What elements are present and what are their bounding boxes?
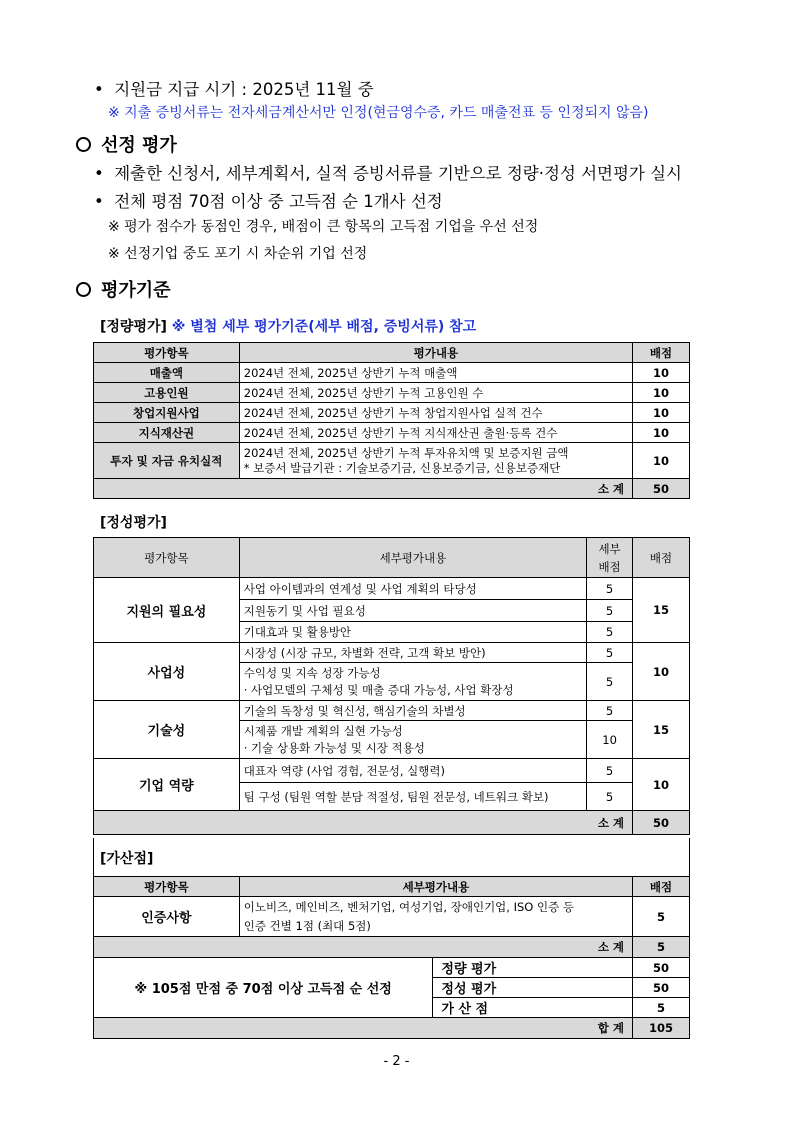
category-cell: 사업성 [94, 643, 240, 701]
header-cell: 평가내용 [239, 343, 632, 363]
content-cell [239, 663, 586, 701]
content-cell [239, 443, 632, 479]
score-cell: 5 [633, 897, 690, 937]
table-header-row [94, 877, 690, 897]
summary-value: 50 [633, 978, 690, 998]
table-row [94, 643, 690, 663]
category-cell: 기술성 [94, 701, 240, 759]
selection-bullet-text: 제출한 신청서, 세부계획서, 실적 증빙서류를 기반으로 정량·정성 서면평가 실시 [114, 164, 682, 183]
table-row [94, 701, 690, 721]
subtotal-label: 소 계 [94, 937, 633, 958]
content-cell [239, 721, 586, 759]
score-cell: 10 [633, 423, 690, 443]
item-cell: 창업지원사업 [94, 403, 240, 423]
quant-table [93, 342, 690, 499]
table-header-row [94, 538, 690, 578]
subtotal-value: 50 [633, 811, 690, 835]
total-row [94, 1018, 690, 1039]
bullet-item [94, 188, 443, 212]
content-cell [239, 897, 632, 937]
bonus-label-frame [93, 838, 690, 876]
summary-value: 50 [633, 958, 690, 978]
bullet-dot: • [94, 80, 104, 99]
header-cell: 배점 [633, 877, 690, 897]
content-cell: 대표자 역량 (사업 경험, 전문성, 실행력) [239, 759, 586, 783]
item-cell: 고용인원 [94, 383, 240, 403]
sub-score-cell: 5 [587, 783, 633, 811]
sub-score-cell: 5 [587, 643, 633, 663]
content-cell: 기술의 독창성 및 혁신성, 핵심기술의 차별성 [239, 701, 586, 721]
content-cell: 지원동기 및 사업 필요성 [239, 600, 586, 622]
subtotal-label: 소 계 [94, 479, 633, 499]
sub-score-cell: 5 [587, 701, 633, 721]
sub-score-cell: 5 [587, 600, 633, 622]
table-row [94, 363, 690, 383]
tie-note: ※ 평가 점수가 동점인 경우, 배점이 큰 항목의 고득점 기업을 우선 선정 [108, 219, 539, 235]
summary-value: 5 [633, 998, 690, 1018]
content-cell: 사업 아이템과의 연계성 및 사업 계획의 타당성 [239, 578, 586, 600]
sub-score-cell: 5 [587, 578, 633, 600]
content-cell: 2024년 전체, 2025년 상반기 누적 창업지원사업 실적 건수 [239, 403, 632, 423]
header-cell: 배점 [633, 538, 690, 578]
score-cell: 15 [633, 701, 690, 759]
item-cell: 지식재산권 [94, 423, 240, 443]
content-cell: 2024년 전체, 2025년 상반기 누적 지식재산권 출원·등록 건수 [239, 423, 632, 443]
circle-bullet-icon [76, 282, 91, 297]
category-cell: 기업 역량 [94, 759, 240, 811]
sub-score-cell: 5 [587, 622, 633, 643]
content-cell: 시장성 (시장 규모, 차별화 전략, 고객 확보 방안) [239, 643, 586, 663]
summary-label: 정량 평가 [433, 958, 633, 978]
content-line: 이노비즈, 메인비즈, 벤처기업, 여성기업, 장애인기업, ISO 인증 등 [243, 899, 574, 914]
table-row [94, 443, 690, 479]
score-cell: 10 [633, 759, 690, 811]
sub-score-cell: 5 [587, 759, 633, 783]
sub-score-cell: 10 [587, 721, 633, 759]
payment-timing-text: 지원금 지급 시기 : 2025년 11월 중 [114, 80, 374, 99]
subtotal-label: 소 계 [94, 811, 633, 835]
quant-reference-note: ※ 별첨 세부 평가기준(세부 배점, 증빙서류) 참고 [171, 319, 477, 335]
page-number: - 2 - [383, 1054, 410, 1069]
table-row [94, 958, 690, 978]
total-label: 합 계 [94, 1018, 633, 1039]
score-cell: 10 [633, 443, 690, 479]
score-cell: 10 [633, 363, 690, 383]
table-row [94, 578, 690, 600]
content-line: 수익성 및 지속 성장 가능성 [243, 665, 381, 680]
content-line: 2024년 전체, 2025년 상반기 누적 투자유치액 및 보증지원 금액 [243, 445, 569, 460]
table-header-row [94, 343, 690, 363]
sub-score-cell: 5 [587, 663, 633, 701]
score-cell: 10 [633, 403, 690, 423]
table-row [94, 403, 690, 423]
subtotal-row [94, 479, 690, 499]
subtotal-value: 50 [633, 479, 690, 499]
header-cell: 세부평가내용 [239, 538, 586, 578]
table-row [94, 759, 690, 783]
content-line: 인증 건별 1점 (최대 5점) [243, 918, 371, 933]
content-line: · 사업모델의 구체성 및 매출 증대 가능성, 사업 확장성 [243, 682, 514, 697]
qual-section-label: [정성평가] [100, 515, 167, 531]
summary-table [93, 957, 690, 1039]
item-cell: 투자 및 자금 유치실적 [94, 443, 240, 479]
selection-heading-text: 선정 평가 [101, 135, 177, 156]
score-cell: 10 [633, 383, 690, 403]
content-line: 시제품 개발 계획의 실현 가능성 [243, 723, 403, 738]
receipt-note: ※ 지출 증빙서류는 전자세금계산서만 인정(현금영수증, 카드 매출전표 등 인정되지 않음) [108, 105, 649, 121]
header-cell [587, 538, 633, 578]
summary-note: ※ 105점 만점 중 70점 이상 고득점 순 선정 [94, 958, 433, 1018]
criteria-heading [76, 276, 171, 302]
content-cell: 2024년 전체, 2025년 상반기 누적 매출액 [239, 363, 632, 383]
header-line: 배점 [598, 559, 621, 574]
table-row [94, 897, 690, 937]
content-cell: 팀 구성 (팀원 역할 분담 적절성, 팀원 전문성, 네트워크 확보) [239, 783, 586, 811]
total-value: 105 [633, 1018, 690, 1039]
header-cell: 세부평가내용 [239, 877, 632, 897]
criteria-heading-text: 평가기준 [101, 280, 171, 301]
header-line: 세부 [598, 541, 621, 556]
bullet-dot: • [94, 164, 104, 183]
item-cell: 인증사항 [94, 897, 240, 937]
table-row [94, 383, 690, 403]
subtotal-row [94, 937, 690, 958]
bullet-dot: • [94, 192, 104, 211]
score-cell: 10 [633, 643, 690, 701]
bullet-item [94, 76, 374, 100]
header-cell: 평가항목 [94, 538, 240, 578]
selection-heading [76, 131, 177, 157]
bonus-table [93, 876, 690, 958]
qual-table [93, 537, 690, 835]
header-cell: 평가항목 [94, 343, 240, 363]
item-cell: 매출액 [94, 363, 240, 383]
subtotal-value: 5 [633, 937, 690, 958]
content-line: * 보증서 발급기관 : 기술보증기금, 신용보증기금, 신용보증재단 [243, 460, 561, 475]
circle-bullet-icon [76, 137, 91, 152]
content-line: · 기술 상용화 가능성 및 시장 적용성 [243, 740, 425, 755]
subtotal-row [94, 811, 690, 835]
content-cell: 2024년 전체, 2025년 상반기 누적 고용인원 수 [239, 383, 632, 403]
summary-label: 가 산 점 [433, 998, 633, 1018]
category-cell: 지원의 필요성 [94, 578, 240, 643]
quant-section-label [100, 316, 476, 336]
header-cell: 배점 [633, 343, 690, 363]
score-cell: 15 [633, 578, 690, 643]
content-cell: 기대효과 및 활용방안 [239, 622, 586, 643]
bullet-item [94, 160, 682, 184]
forfeit-note: ※ 선정기업 중도 포기 시 차순위 기업 선정 [108, 246, 368, 262]
selection-bullet-text: 전체 평점 70점 이상 중 고득점 순 1개사 선정 [114, 192, 443, 211]
bonus-section-label: [가산점] [100, 851, 154, 867]
header-cell: 평가항목 [94, 877, 240, 897]
table-row [94, 423, 690, 443]
quant-label: [정량평가] [100, 319, 167, 335]
summary-label: 정성 평가 [433, 978, 633, 998]
